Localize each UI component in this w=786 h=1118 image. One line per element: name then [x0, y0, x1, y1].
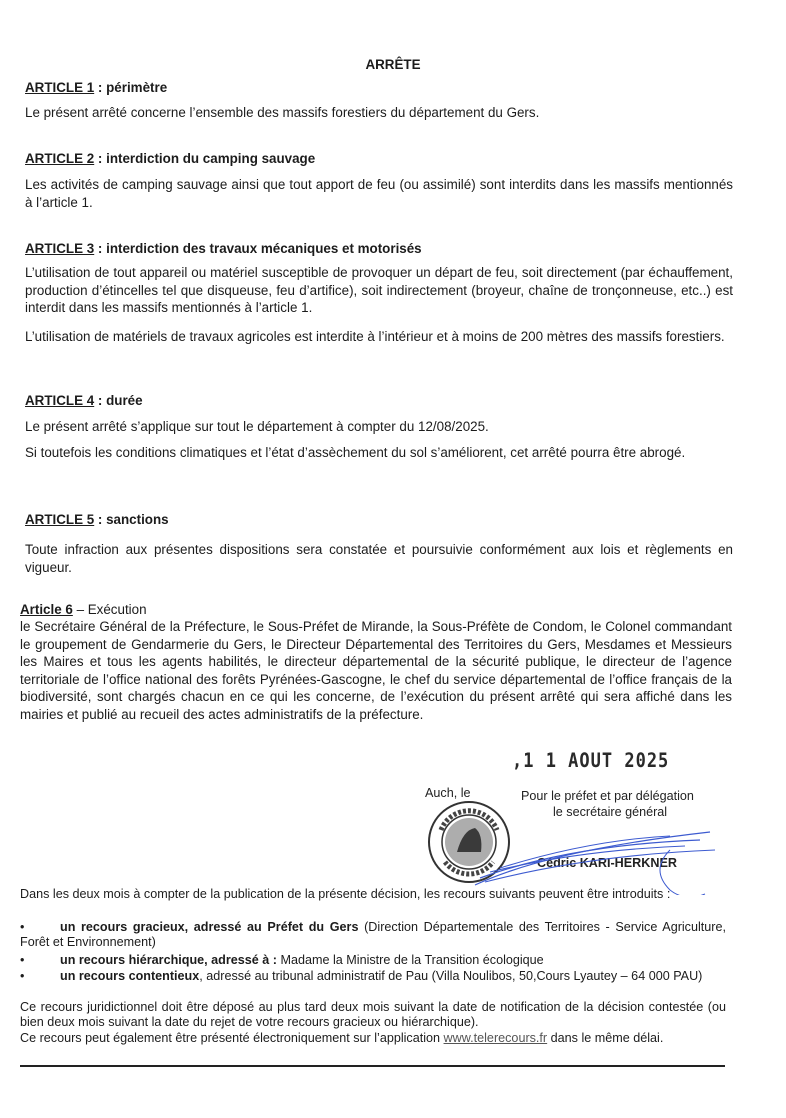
bullet-icon: • — [20, 953, 25, 967]
article-2-heading — [25, 150, 315, 167]
date-stamp: ,1 1 AOUT 2025 — [512, 749, 670, 773]
article-2-title: interdiction du camping sauvage — [106, 151, 316, 166]
article-4-label: ARTICLE 4 — [25, 393, 95, 408]
article-5-paragraph: Toute infraction aux présentes dispositions sera constatée et poursuivie conformément aux lois et règlements en vigueur. — [25, 542, 733, 575]
article-3-label: ARTICLE 3 — [25, 241, 95, 256]
article-4-sep: : — [94, 393, 107, 408]
article-2-paragraph: Les activités de camping sauvage ainsi que tout apport de feu (ou assimilé) sont interdits dans les massifs mentionnés à l’article 1. — [25, 177, 733, 210]
article-5-heading — [25, 511, 169, 528]
document-title: ARRÊTE — [365, 57, 421, 72]
bullet-icon: • — [20, 969, 25, 983]
article-6-sep: – — [72, 602, 88, 617]
article-1-heading — [25, 79, 167, 96]
article-1-label: ARTICLE 1 — [25, 80, 95, 95]
article-4-title: durée — [106, 393, 143, 408]
recours-note-telerecours — [20, 1031, 726, 1046]
telerecours-text-before: Ce recours peut également être présenté électroniquement sur l’application — [20, 1031, 444, 1045]
recours-note-delai: Ce recours juridictionnel doit être déposé au plus tard deux mois suivant la date de notification de la décision contestée (ou bien deux mois suivant la date du rejet de votre recours gracieux ou hiérarchique). — [20, 1000, 726, 1030]
signatory-name: Cédric KARI-HERKNER — [537, 856, 677, 870]
recours-item-contentieux-text: , adressé au tribunal administratif de Pau (Villa Noulibos, 50,Cours Lyautey – 64 000 PAU) — [199, 969, 703, 983]
article-2-sep: : — [94, 151, 107, 166]
telerecours-link[interactable]: www.telerecours.fr — [443, 1031, 548, 1045]
handwritten-signature-icon — [470, 810, 720, 895]
recours-item-gracieux-title: un recours gracieux, adressé au Préfet du Gers — [60, 920, 359, 934]
bullet-icon: • — [20, 920, 25, 934]
recours-item-contentieux — [20, 969, 726, 984]
footer-divider — [20, 1065, 725, 1067]
article-5-label: ARTICLE 5 — [25, 512, 95, 527]
article-3-heading — [25, 240, 422, 257]
article-6-label: Article 6 — [20, 602, 73, 617]
signature-delegation: Pour le préfet et par délégation — [521, 789, 694, 803]
recours-item-hierarchique-text: Madame la Ministre de la Transition écologique — [276, 953, 544, 967]
article-3-paragraph-1: L’utilisation de tout appareil ou matériel susceptible de provoquer un départ de feu, soit directement (par échauffement, production d’étincelles tel que disqueuse, feu d’artifice), soit indirectement (broyeur, chaîne de tronçonneuse, etc..) est interdit dans les massifs mentionnés à l’article 1. — [25, 265, 733, 315]
recours-item-gracieux-text: (Direction Départementale des Territoires - Service Agriculture, Forêt et Environnement) — [20, 920, 726, 950]
recours-item-contentieux-title: un recours contentieux — [60, 969, 200, 983]
article-6-heading — [20, 601, 147, 618]
article-4-heading — [25, 392, 143, 409]
recours-intro: Dans les deux mois à compter de la publication de la présente décision, les recours suivants peuvent être introduits : — [20, 887, 671, 901]
recours-item-gracieux — [20, 920, 726, 950]
recours-item-hierarchique-title: un recours hiérarchique, adressé à : — [60, 953, 277, 967]
article-3-title: interdiction des travaux mécaniques et motorisés — [106, 241, 422, 256]
article-1-paragraph: Le présent arrêté concerne l’ensemble des massifs forestiers du département du Gers. — [25, 105, 540, 120]
article-3-paragraph-2: L’utilisation de matériels de travaux agricoles est interdite à l’intérieur et à moins de 200 mètres des massifs forestiers. — [25, 329, 725, 344]
article-6-paragraph: le Secrétaire Général de la Préfecture, le Sous-Préfet de Mirande, la Sous-Préfète de Condom, le Colonel commandant le groupement de Gendarmerie du Gers, le Directeur Départemental des Territoires du Gers, Mesdames et Messieurs les Maires et tous les agents habilités, le directeur départemental de la sécurité publique, le directeur de l’agence territoriale de l’office national des forêts Pyrénées-Gascogne, le chef du service départemental de l’office français de la biodiversité, sont chargés chacun en ce qui les concerne, de l’exécution du présent arrêté qui sera affiché dans les mairies et publié au recueil des actes administratifs de la préfecture. — [20, 619, 732, 722]
recours-item-hierarchique — [20, 953, 726, 968]
article-1-sep: : — [94, 80, 107, 95]
article-3-sep: : — [94, 241, 107, 256]
article-6-title: Exécution — [87, 602, 147, 617]
signature-role: le secrétaire général — [553, 805, 668, 819]
article-4-paragraph-1: Le présent arrêté s’applique sur tout le département à compter du 12/08/2025. — [25, 419, 489, 434]
article-5-sep: : — [94, 512, 107, 527]
article-4-paragraph-2: Si toutefois les conditions climatiques et l’état d’assèchement du sol s’améliorent, cet arrêté pourra être abrogé. — [25, 445, 686, 460]
telerecours-text-after: dans le même délai. — [547, 1031, 664, 1045]
article-2-label: ARTICLE 2 — [25, 151, 95, 166]
signature-place: Auch, le — [425, 786, 471, 800]
article-1-title: périmètre — [106, 80, 168, 95]
article-5-title: sanctions — [106, 512, 169, 527]
